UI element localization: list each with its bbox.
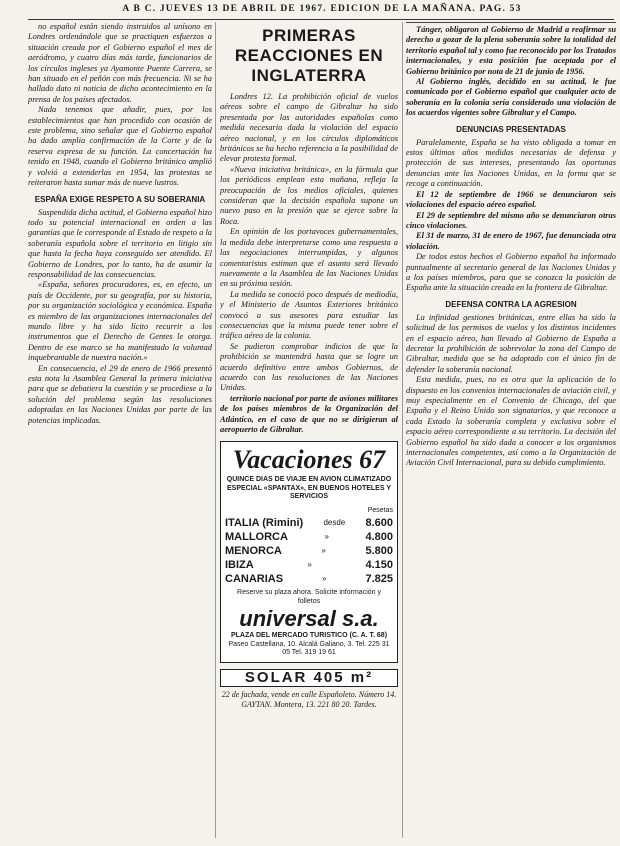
paragraph: Nada tenemos que añadir, pues, por los establecimientos que han procedido con ocasión de este problema, sino señalar que el Gobierno español ha dado amplia confirmación de la Corte y de la reserva expresa de su función. La concertación ha tenido en 1948, cuando el Gobierno británico amplió y volvió a extenderlas en 1954, las protestas se reiteraron hasta sumar más de nueve lustros. xyxy=(28,105,212,188)
subheading: ESPAÑA EXIGE RESPETO A SU SOBERANIA xyxy=(34,194,206,204)
ad-row: ITALIA (Rimini) desde 8.600 xyxy=(225,517,393,530)
article-title: PRIMERAS REACCIONES EN INGLATERRA xyxy=(234,26,384,85)
ad-company: universal s.a. xyxy=(239,606,379,632)
travel-advertisement xyxy=(220,441,398,662)
ad-subtitle: QUINCE DIAS DE VIAJE EN AVION CLIMATIZADO ESPECIAL «SPANTAX», EN BUENOS HOTELES Y SERVICIOS xyxy=(226,476,392,501)
paragraph: El 29 de septiembre del mismo año se denunciaron otras cinco violaciones. xyxy=(406,210,616,230)
ad-row: IBIZA » 4.150 xyxy=(225,559,393,572)
paragraph: La medida se conoció poco después de mediodía, y el Ministerio de Asuntos Exteriores británico convocó a sus asesores para estudiar las consecuencias que la misma puede tener sobre el tráfico aéreo de la colonia. xyxy=(220,289,398,341)
ad-address: PLAZA DEL MERCADO TURISTICO (C. A. T. 68) xyxy=(230,632,388,640)
price-label: Pesetas xyxy=(367,506,393,514)
paragraph: Se pudieron comprobar indicios de que la prohibición se mantendrá hasta que se logre un acuerdo definitivo entre ambos Gobiernos, de acuerdo con las resoluciones de las Naciones Unidas. xyxy=(220,341,398,393)
page-header: A B C. JUEVES 13 DE ABRIL DE 1967. EDICION DE LA MAÑANA. PAG. 53 xyxy=(122,4,522,14)
solar-text: 22 de fachada, vende en calle Españoleto. Número 14. GAYTAN. Montera, 13. 221 80 20. Tardes. xyxy=(221,690,397,710)
column-divider xyxy=(215,22,216,838)
paragraph: De todos estos hechos el Gobierno español ha informado puntualmente al secretario general de las Naciones Unidas y a los países miembros, para que se conozca la posición de España ante la situación creada en la frontera de Gibraltar. xyxy=(406,252,616,293)
paragraph: Esta medida, pues, no es otra que la aplicación de lo dispuesto en los convenios internacionales de aviación civil, y muy especialmente en el Convenio de Chicago, del que España y el Reino Unido son signatarios, y que reconoce a cada Estado la soberanía completa y exclusiva sobre el espacio aéreo correspondiente a su territorio. La decisión del Gobierno español ha sido dada a conocer a los organismos internacionales competentes, así como a la Organización de Aviación Civil Internacional, para su debido cumplimiento. xyxy=(406,375,616,468)
paragraph: Londres 12. La prohibición oficial de vuelos aéreos sobre el campo de Gibraltar ha sido presentada por las autoridades españolas como medida necesaria dada la violación del espacio aéreo nacional, y en los círculos diplomáticos británicos se ha hecho referencia a la posibilidad de elevar protesta formal. xyxy=(220,92,398,164)
paragraph: territorio nacional por parte de aviones militares de los países miembros de la Organización del Atlántico, en el caso de que no se dirigieran al aeropuerto de Gibraltar. xyxy=(220,393,398,434)
column-middle xyxy=(220,22,398,838)
subheading: DENUNCIAS PRESENTADAS xyxy=(456,124,566,134)
paragraph: «Nueva iniciativa británica», en la fórmula que los periódicos emplean esta mañana, refleja la preocupación de los medios oficiales, quienes consideran que la decisión española supone un nuevo paso en la presión que se ejerce sobre la Roca. xyxy=(220,164,398,226)
ad-row: CANARIAS » 7.825 xyxy=(225,573,393,586)
ad-request: Reserve su plaza ahora. Solicite información y folletos xyxy=(237,589,381,605)
paragraph: El 31 de marzo, 31 de enero de 1967, fue denunciada otra violación. xyxy=(406,231,616,251)
column-left xyxy=(28,22,212,838)
solar-advertisement: SOLAR 405 m² xyxy=(220,669,398,687)
ad-address-2: Paseo Castellana, 10. Alcalá Galiano, 3. Tel. 225 31 05 Tel. 319 19 61 xyxy=(228,640,390,657)
column-divider xyxy=(402,22,403,838)
paragraph: El 12 de septiembre de 1966 se denunciaron seis violaciones del espacio aéreo español. xyxy=(406,189,616,210)
paragraph: La infinidad gestiones británicas, entre ellas ha sido la solicitud de los permisos de vuelos y los distintos incidentes en el espacio aéreo, han llevado al Gobierno de España a decretar la prohibición de sobrevolar la zona del Campo de Gibraltar, medida que se ha adoptado con el único fin de defender la soberanía nacional. xyxy=(406,312,616,374)
subheading: DEFENSA CONTRA LA AGRESION xyxy=(445,299,577,309)
paragraph: Paralelamente, España se ha visto obligada a tomar en estos últimos años medidas necesarias de defensa y protección de sus intereses, presentando las oportunas denuncias ante las Naciones Unidas, en la forma que se recoge a continuación. xyxy=(406,137,616,189)
paragraph: En consecuencia, el 29 de enero de 1966 presentó esta nota la Asamblea General la primera iniciativa para que se debatiera la cuestión y se procediese a la solución del problema según las resoluciones adoptadas en las Naciones Unidas por parte de las potencias implicadas. xyxy=(28,363,212,425)
paragraph: En opinión de los portavoces gubernamentales, la medida debe interpretarse como una respuesta a las negociaciones interrumpidas, y algunos comentaristas estiman que el asunto será llevado nuevamente a la Asamblea de las Naciones Unidas en su próxima sesión. xyxy=(220,227,398,289)
paragraph: Suspendida dicha actitud, el Gobierno español hizo todo su potencial internacional en orden a las garantías que le corresponde al Estado de respeto a la soberanía española sobre el territorio en litigio sin que hasta la fecha haya conseguido ser atendido. El Gobierno de Londres, por lo tanto, ha de asumir la responsabilidad de las consecuencias. xyxy=(28,207,212,279)
paragraph: no español están siendo instruidos al unísono en Londres ordenándole que se practiquen esfuerzos a situación creada por el Gobierno español el mes de aeródromo, y cuatro días más tarde, funcionarios de los círculos ingleses ya Ayamonte Puente Carrera, se han situado en el peñón con más frecuencia. Ni se ha hallado dato ni noticia de dicho acontecimiento en la prensa de los países afectados. xyxy=(28,22,212,104)
ad-row: MALLORCA » 4.800 xyxy=(225,531,393,544)
paragraph: Al Gobierno inglés, decidido en su actitud, le fue comunicado por el Gobierno español que cualquier acto de soberanía en la colonia sería considerado una violación de los acuerdos vigentes sobre Gibraltar y el Campo. xyxy=(406,77,616,118)
ad-row: MENORCA » 5.800 xyxy=(225,545,393,558)
ad-brand: Vacaciones 67 xyxy=(232,445,386,475)
quote-paragraph: «España, señores procuradores, es, en efecto, un país de Occidente, por su geografía, por su historia, por su organización sociológica y económica. España es miembro de las organizaciones internacionales del mundo libre y ha sido lícito recurrir a los instrumentos que el Derecho de Gentes le otorga. Dentro de ese marco se ha manifestado la voluntad inquebrantable de nuestra nación.» xyxy=(28,280,212,363)
column-right xyxy=(406,22,616,838)
paragraph: Tánger, obligaron al Gobierno de Madrid a reafirmar su derecho a gozar de la plena soberanía sobre la totalidad del territorio español tal y como fue reconocido por los Tratados internacionales, y esta posición fue aceptada por el Gobierno británico por nota de 21 de junio de 1956. xyxy=(406,25,616,76)
header-rule xyxy=(28,19,614,20)
